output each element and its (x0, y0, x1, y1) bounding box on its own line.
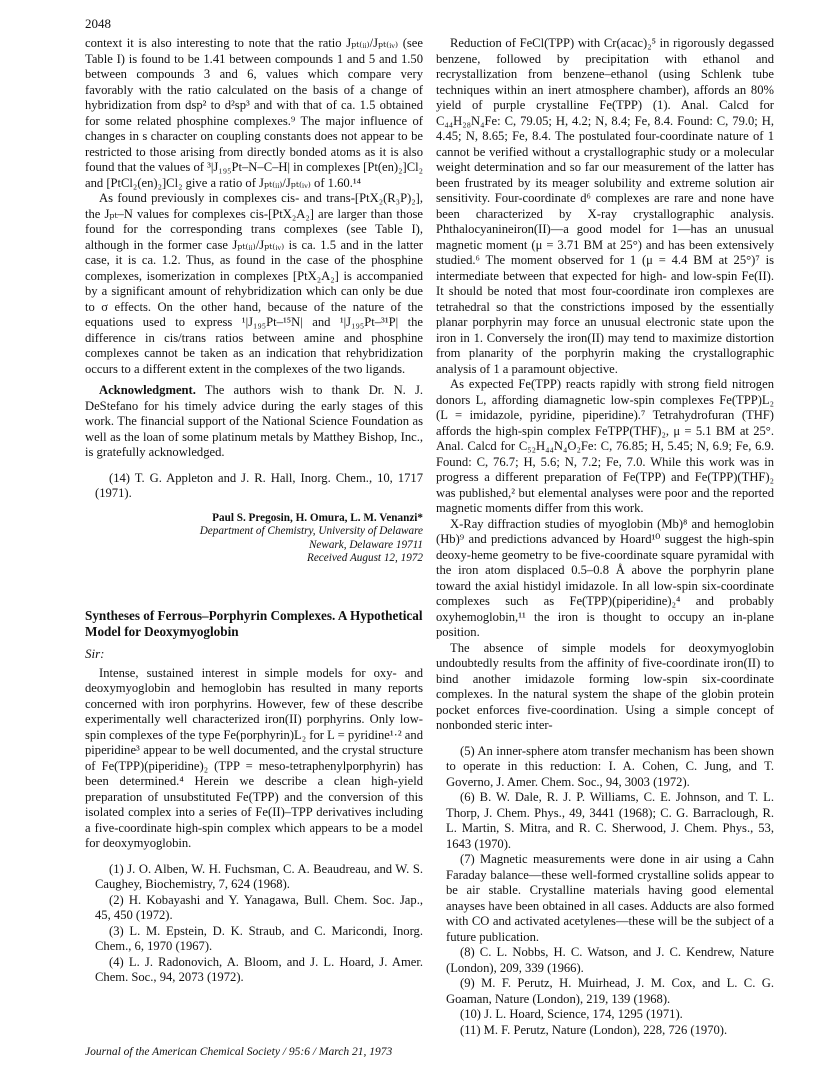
paragraph: The absence of simple models for deoxymyoglobin undoubtedly results from the affinity of five-coordinate iron(II) to bind another imidazole forming low-spin six-coordinate complexes. In the natural system the shape of the globin protein pocket enforces five-coordination. Using a simple concept of nonbonded steric inter- (436, 640, 774, 732)
footnote: (14) T. G. Appleton and J. R. Hall, Inorg. Chem., 10, 1717 (1971). (95, 470, 423, 500)
footnote: (4) L. J. Radonovich, A. Bloom, and J. L. Hoard, J. Amer. Chem. Soc., 94, 2073 (1972). (95, 954, 423, 984)
received-date: Received August 12, 1972 (307, 552, 423, 564)
journal-footer: Journal of the American Chemical Society / 95:6 / March 21, 1973 (85, 1046, 393, 1058)
affiliation: Department of Chemistry, University of Delaware (199, 525, 423, 537)
paragraph: Reduction of FeCl(TPP) with Cr(acac)₂⁵ in rigorously degassed benzene, followed by precipitation with ethanol and recrystallization from benzene–ethanol (using Schlenk tube techniques within an inert atmosphere chamber), affords an 80% yield of purple crystalline Fe(TPP) (1). Anal. Calcd for C₄₄H₂₈N₄Fe: C, 79.05; H, 4.2; N, 8.4; Fe, 8.4. Found: C, 79.0; H, 4.45; N, 8.65; Fe, 8.4. The postulated four-coordinate nature of 1 cannot be verified without a crystallographic study or a molecular weight determination and so far our measurement of the latter has been frustrated by its meager solubility and extreme solution air sensitivity. Four-coordinate d⁶ complexes are rare and none have been characterized by X-ray crystallographic analysis. Phthalocyanineiron(II)—a good model for 1—has an unusual magnetic moment (μ = 3.71 BM at 25°) and has been extensively studied.⁶ The moment observed for 1 (μ = 4.4 BM at 25°)⁷ is intermediate between that expected for high- and low-spin Fe(II). It should be noted that most four-coordinate iron complexes are tetrahedral so that the constrictions imposed by the essentially planar porphyrin may force an unusual electronic state upon the iron in 1. Conversely the iron(II) may tend to maximize distortion from planarity of the porphyrin making the crystallographic analysis of 1 a paramount objective. (436, 36, 774, 376)
acknowledgment-heading: Acknowledgment. (99, 383, 196, 397)
right-column (436, 36, 774, 1038)
paragraph: X-Ray diffraction studies of myoglobin (Mb)⁸ and hemoglobin (Hb)⁹ and predictions advanced by Hoard¹⁰ suggest the high-spin deoxy-heme geometry to be five-coordinate square pyramidal with the iron atom displaced 0.5–0.8 Å above the porphyrin plane toward the axial histidyl imidazole. In all low-spin six-coordinate complexes such as Fe(TPP)(piperidine)₂⁴ and probably oxyhemoglobin,¹¹ the iron is thought to occupy an in-plane position. (436, 516, 774, 639)
footnote: (11) M. F. Perutz, Nature (London), 228, 726 (1970). (460, 1022, 728, 1037)
footnote: (9) M. F. Perutz, H. Muirhead, J. M. Cox, and L. C. G. Goaman, Nature (London), 219, 139 (1968). (446, 976, 774, 1006)
footnote: (1) J. O. Alben, W. H. Fuchsman, C. A. Beaudreau, and W. S. Caughey, Biochemistry, 7, 624 (1968). (95, 861, 423, 891)
paragraph: Intense, sustained interest in simple models for oxy- and deoxymyoglobin and hemoglobin has resulted in many reports concerned with iron porphyrins. However, few of these describe experimentally well characterized iron(II) porphyrins. Only low-spin complexes of the type Fe(porphyrin)L₂ for L = pyridine¹·² and piperidine³ appear to be well documented, and the crystal structure of Fe(TPP)(piperidine)₂ (TPP = meso-tetraphenylporphyrin) has been determined.⁴ Herein we describe a clean high-yield preparation of unsubstituted Fe(TPP) and the conversion of this isolated complex into a series of Fe(II)–TPP derivatives including a five-coordinate high-spin complex which appears to be a model for deoxymyoglobin. (85, 665, 423, 850)
footnote: (10) J. L. Hoard, Science, 174, 1295 (1971). (460, 1007, 683, 1021)
footnotes (436, 744, 774, 1039)
article-title: Syntheses of Ferrous–Porphyrin Complexes. A Hypothetical Model for Deoxymyoglobin (85, 607, 423, 639)
footnote: (6) B. W. Dale, R. J. P. Williams, C. E. Johnson, and T. L. Thorp, J. Chem. Phys., 49, 3441 (1968); C. G. Barraclough, R. L. Martin, S. Mitra, and R. C. Sherwood, J. Chem. Phys., 53, 1643 (1970). (446, 790, 774, 851)
footnote: (5) An inner-sphere atom transfer mechanism has been shown to operate in this reduction: I. A. Cohen, C. Jung, and T. Governo, J. Amer. Chem. Soc., 94, 3003 (1972). (446, 743, 774, 789)
salutation: Sir: (85, 645, 105, 661)
footnote: (7) Magnetic measurements were done in air using a Cahn Faraday balance—these well-formed crystalline solids appear to be air stable. Crystalline materials having good elemental anayses have been obtained in all cases. Adducts are also formed with CO and activated acetylenes—these will be the subject of a future publication. (446, 852, 774, 944)
footnote: (8) C. L. Nobbs, H. C. Watson, and J. C. Kendrew, Nature (London), 209, 339 (1966). (446, 945, 774, 975)
page-number: 2048 (85, 16, 111, 31)
paragraph: context it is also interesting to note that the ratio Jₚₜ₍ᵢᵢ₎/Jₚₜ₍ᵢᵥ₎ (see Table I) is found to be 1.41 between compounds 1 and 5 and 1.50 between compounds 3 and 6, values which compare very favorably with the ratio calculated on the basis of a change of hybridization from dsp² to d²sp³ and with that of ca. 1.5 obtained for some related phosphine complexes.⁹ The major influence of changes in s character on coupling constants does not appear to be restricted to those arising from directly bonded atoms as it is also found that the values of ³|J₁₉₅Pt–N–C–H| in complexes [Pt(en)₂]Cl₂ and [PtCl₂(en)₂]Cl₂ give a ratio of Jₚₜ₍ᵢᵢ₎/Jₚₜ₍ᵢᵥ₎ of 1.60.¹⁴ (85, 36, 423, 190)
author-names: Paul S. Pregosin, H. Omura, L. M. Venanzi* (212, 511, 423, 524)
acknowledgment (85, 383, 423, 461)
paragraph: As expected Fe(TPP) reacts rapidly with strong field nitrogen donors L, affording diamagnetic low-spin complexes Fe(TPP)L₂ (L = imidazole, pyridine, piperidine).⁷ Tetrahydrofuran (THF) affords the high-spin complex FeTPP(THF)₂, μ = 5.1 BM at 25°. Anal. Calcd for C₅₂H₄₄N₄O₂Fe: C, 76.85; H, 5.45; N, 6.9; Fe, 6.9. Found: C, 76.7; H, 5.6; N, 7.2; Fe, 7.0. While this work was in progress a different preparation of Fe(TPP) and Fe(TPP)(THF)₂ was published,² but elemental analyses were poor and the reported magnetic moments differ from this work. (436, 377, 774, 515)
footnotes (85, 862, 423, 986)
affiliation-city: Newark, Delaware 19711 (308, 538, 423, 551)
footnote: (2) H. Kobayashi and Y. Yanagawa, Bull. Chem. Soc. Jap., 45, 450 (1972). (95, 892, 423, 922)
author-signature (85, 512, 423, 566)
paragraph: As found previously in complexes cis- and trans-[PtX₂(R₃P)₂], the Jₚₜ–N values for complexes cis-[PtX₂A₂] are larger than those found for the corresponding trans complexes (see Table I), although in the former case Jₚₜ₍ᵢᵢ₎/Jₚₜ₍ᵢᵥ₎ is ca. 1.5 and in the latter case, it is ca. 1.2. Thus, as found in the case of the phosphine complexes, isomerization in complexes [PtX₂A₂] is accompanied by a significant amount of rehybridization which can only be due to σ effects. On the other hand, because of the nature of the equations used to express ¹|J₁₉₅Pt–¹⁵N| and ¹|J₁₉₅Pt–³¹P| the difference in cis/trans ratios between amine and phosphine complexes cannot be taken as an indication that rehybridization occurs to a different extent in the complexes of the two ligands. (85, 191, 423, 376)
left-column (85, 36, 423, 986)
footnote: (3) L. M. Epstein, D. K. Straub, and C. Maricondi, Inorg. Chem., 6, 1970 (1967). (95, 923, 423, 953)
acknowledgment-text: The authors wish to thank Dr. N. J. DeStefano for his timely advice during the early stages of this work. The financial support of the National Science Foundation as well as the loan of some platinum metals by Matthey Bishop, Inc., is gratefully acknowledged. (85, 383, 423, 459)
